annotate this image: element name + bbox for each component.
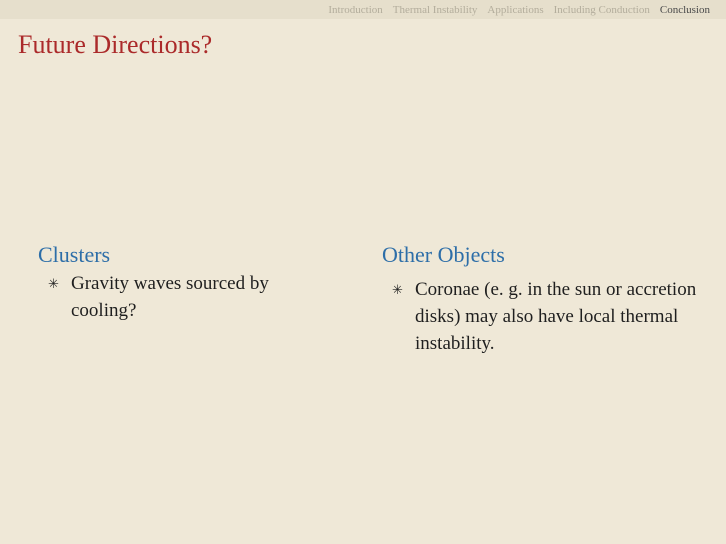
nav-item-thermal-instability[interactable]: Thermal Instability xyxy=(392,3,478,16)
other-objects-bullet-list xyxy=(382,276,702,357)
asterisk-bullet-icon: ✳ xyxy=(48,276,59,291)
nav-item-conclusion[interactable]: Conclusion xyxy=(659,3,710,16)
other-objects-column xyxy=(382,240,702,357)
list-item xyxy=(38,270,338,324)
slide-title: Future Directions? xyxy=(18,30,213,59)
nav-item-including-conduction[interactable]: Including Conduction xyxy=(553,3,650,16)
nav-item-introduction[interactable]: Introduction xyxy=(328,3,383,16)
clusters-heading: Clusters xyxy=(38,242,111,267)
bullet-text: Coronae (e. g. in the sun or accretion disks) may also have local thermal instability. xyxy=(415,279,697,354)
list-item xyxy=(382,276,702,357)
clusters-bullet-list xyxy=(38,270,338,324)
section-navigation xyxy=(0,0,726,19)
clusters-column xyxy=(38,240,338,324)
asterisk-bullet-icon: ✳ xyxy=(392,282,403,297)
nav-item-applications[interactable]: Applications xyxy=(487,3,544,16)
bullet-text: Gravity waves sourced by cooling? xyxy=(71,273,269,321)
other-objects-heading: Other Objects xyxy=(382,242,505,267)
